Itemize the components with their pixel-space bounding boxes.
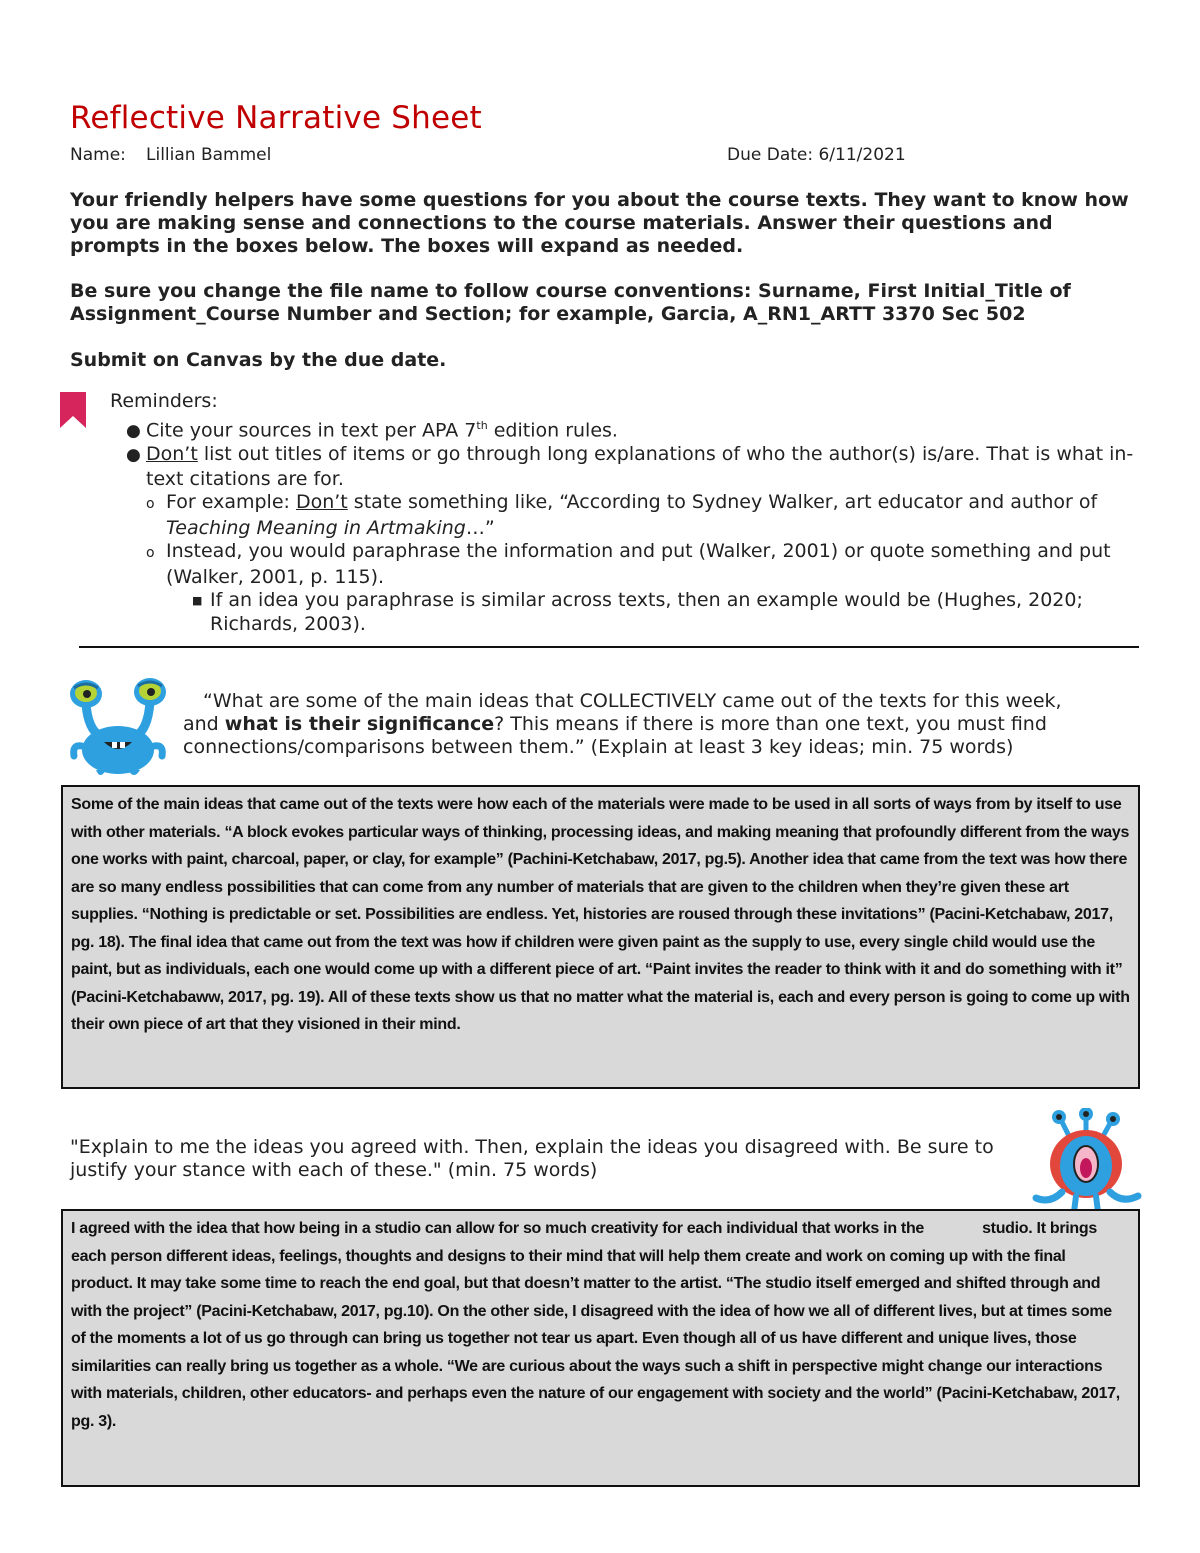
- question-two-prompt: "Explain to me the ideas you agreed with. Then, explain the ideas you disagreed with. Be sure to justify your stance with each of these." (min. 75 words): [70, 1136, 994, 1181]
- section-divider: [79, 646, 1139, 648]
- reminder-item: ● Cite your sources in text per APA 7th edition rules.: [126, 418, 618, 441]
- reminders-heading: Reminders:: [110, 390, 218, 412]
- name-label: Name:: [70, 145, 126, 165]
- page-title: Reflective Narrative Sheet: [70, 100, 482, 136]
- name-value: Lillian Bammel: [146, 145, 272, 165]
- reminder-subitem: o Instead, you would paraphrase the information and put (Walker, 2001) or quote something and put (Walker, 2001, p. 115).: [146, 540, 1111, 588]
- blue-red-monster-icon: [1030, 1108, 1142, 1214]
- due-date: Due Date: 6/11/2021: [727, 145, 906, 165]
- bookmark-icon: [60, 392, 86, 428]
- reminder-subsubitem: ■ If an idea you paraphrase is similar across texts, then an example would be (Hughes, 2020; Richards, 2003).: [192, 589, 1083, 635]
- blue-monster-icon: [66, 674, 170, 780]
- file-name-instructions: Be sure you change the file name to follow course conventions: Surname, First Initial_Title of Assignment_Course Number and Section; for example, Garcia, A_RN1_ARTT 3370 Sec 502: [70, 280, 1071, 325]
- reminder-subitem: o For example: Don’t state something like, “According to Sydney Walker, art educator and author of Teaching Meaning in Artmaking…”: [146, 491, 1098, 539]
- question-one-prompt: “What are some of the main ideas that COLLECTIVELY came out of the texts for this week, and what is their significance? This means if there is more than one text, you must find connections/comparisons between them.” (Explain at least 3 key ideas; min. 75 words): [183, 690, 1062, 758]
- answer-box-two[interactable]: I agreed with the idea that how being in a studio can allow for so much creativity for each individual that works in the studio. It brings each person different ideas, feelings, thoughts and designs to their mind that will help them create and work on coming up with the final product. It may take some time to reach the end goal, but that doesn’t matter to the artist. “The studio itself emerged and shifted through and with the project” (Pacini-Ketchabaw, 2017, pg.10). On the other side, I disagreed with the idea of how we all of different lives, but at times some of the moments a lot of us go through can bring us together not tear us apart. Even though all of us have different and unique lives, those similarities can really bring us together as a whole. “We are curious about the ways such a shift in perspective might change our interactions with materials, children, other educators- and perhaps even the nature of our engagement with society and the world” (Pacini-Ketchabaw, 2017, pg. 3).: [61, 1209, 1140, 1487]
- intro-paragraph: Your friendly helpers have some questions for you about the course texts. They want to know how you are making sense and connections to the course materials. Answer their questions and prompts in the boxes below. The boxes will expand as needed.: [70, 189, 1129, 257]
- answer-box-one[interactable]: Some of the main ideas that came out of the texts were how each of the materials were made to be used in all sorts of ways from by itself to use with other materials. “A block evokes particular ways of thinking, processing ideas, and making meaning that profoundly different from the ways one works with paint, charcoal, paper, or clay, for example” (Pachini-Ketchabaw, 2017, pg.5). Another idea that came from the text was how there are so many endless possibilities that can come from any number of materials that are given to the children when they’re given these art supplies. “Nothing is predictable or set. Possibilities are endless. Yet, histories are roused through these invitations” (Pacini-Ketchabaw, 2017, pg. 18). The final idea that came out from the text was how if children were given paint as the supply to use, every single child would use the paint, but as individuals, each one would come up with a different piece of art. “Paint invites the reader to think with it and do something with it” (Pacini-Ketchabaww, 2017, pg. 19). All of these texts show us that no matter what the material is, each and every person is going to come up with their own piece of art that they visioned in their mind.: [61, 785, 1140, 1089]
- reminder-item: ● Don’t list out titles of items or go through long explanations of who the author(s) is/are. That is what in-text citations are for.: [126, 443, 1134, 490]
- reminders-section: [108, 390, 1148, 636]
- submit-instructions: Submit on Canvas by the due date.: [70, 349, 447, 371]
